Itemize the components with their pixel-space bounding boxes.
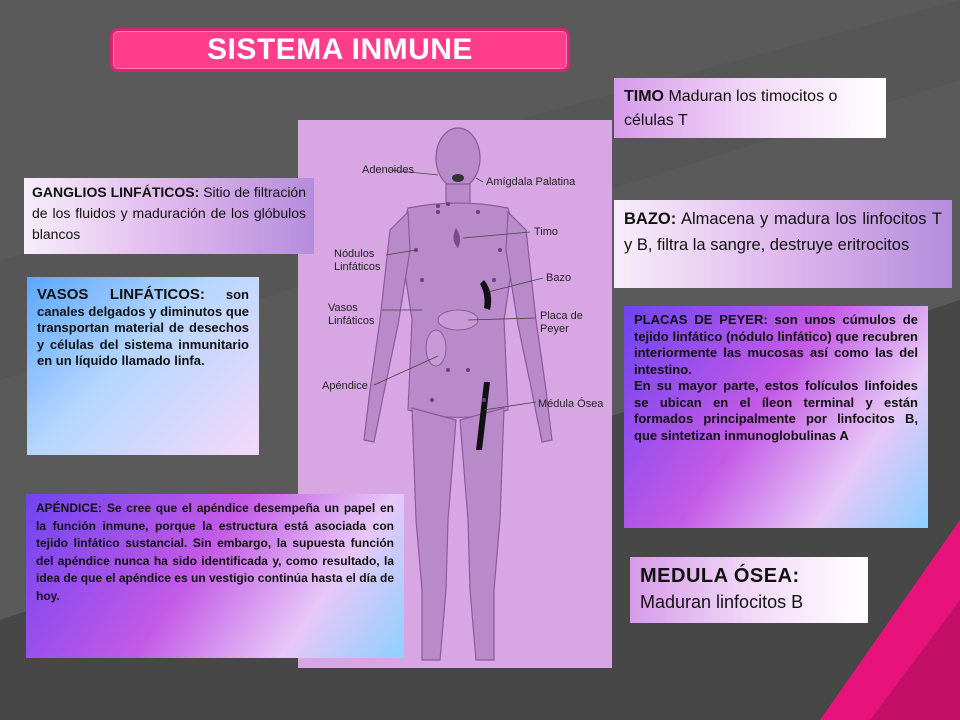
label-tonsil: Amígdala Palatina xyxy=(486,176,576,188)
appendix-box xyxy=(26,494,404,658)
lymph-nodes-heading: GANGLIOS LINFÁTICOS: xyxy=(32,184,200,200)
lymph-vessels-box xyxy=(27,277,259,455)
spleen-heading: BAZO: xyxy=(624,210,677,228)
spleen-box xyxy=(614,200,952,288)
label-nodules-1: Nódulos xyxy=(334,248,375,260)
label-peyer-2: Peyer xyxy=(540,323,569,335)
bone-marrow-box xyxy=(630,557,868,623)
appendix-text: Se cree que el apéndice desempeña un papel en la función inmune, porque la estructura está asociada con tejido linfático sustancial. Sin embargo, la supuesta función del apéndice nunca ha sido identificada y, como resultado, la idea de que el apéndice es un vestigio continúa hasta el día de hoy. xyxy=(36,501,394,603)
label-vessels-1: Vasos xyxy=(328,302,358,314)
lymph-nodes-text: Sitio de filtración de los fluidos y maduración de los glóbulos blancos xyxy=(32,184,307,242)
slide-title-text: SISTEMA INMUNE xyxy=(207,33,473,66)
peyer-patches-heading: PLACAS DE PEYER: xyxy=(634,312,768,327)
lymph-vessels-heading: VASOS LINFÁTICOS: xyxy=(37,286,205,303)
peyer-patches-text-1: son unos cúmulos de tejido linfático (nódulo linfático) que recubren interiormente las mucosas así como las del intestino. xyxy=(634,312,918,377)
label-peyer-1: Placa de xyxy=(540,310,583,322)
label-bone-marrow: Médula Ósea xyxy=(538,398,604,410)
label-spleen: Bazo xyxy=(546,272,572,284)
peyer-patches-box xyxy=(624,306,928,528)
lymph-nodes-box xyxy=(24,178,314,254)
thymus-heading: TIMO xyxy=(624,88,664,105)
peyer-patches-text-2: En su mayor parte, estos folículos linfoides se ubican en el íleon terminal y están formados principalmente por linfocitos B, que sintetizan inmunoglobulinas A xyxy=(634,378,918,443)
bone-marrow-heading: MEDULA ÓSEA: xyxy=(640,565,800,587)
slide-title xyxy=(110,28,570,72)
lymph-vessels-text: son canales delgados y diminutos que transportan material de desechos y células del sistema inmunitario en un líquido llamado linfa. xyxy=(37,287,249,368)
thymus-box xyxy=(614,78,886,138)
label-vessels-2: Linfáticos xyxy=(328,315,375,327)
thymus-text: Maduran los timocitos o células T xyxy=(624,88,838,129)
label-thymus: Timo xyxy=(534,226,559,238)
label-appendix: Apéndice xyxy=(322,380,368,392)
bone-marrow-text: Maduran linfocitos B xyxy=(640,592,804,612)
appendix-heading: APÉNDICE: xyxy=(36,501,103,515)
label-nodules-2: Linfáticos xyxy=(334,261,381,273)
spleen-text: Almacena y madura los linfocitos T y B, filtra la sangre, destruye eritrocitos xyxy=(624,210,942,254)
label-adenoids: Adenoides xyxy=(362,164,414,176)
